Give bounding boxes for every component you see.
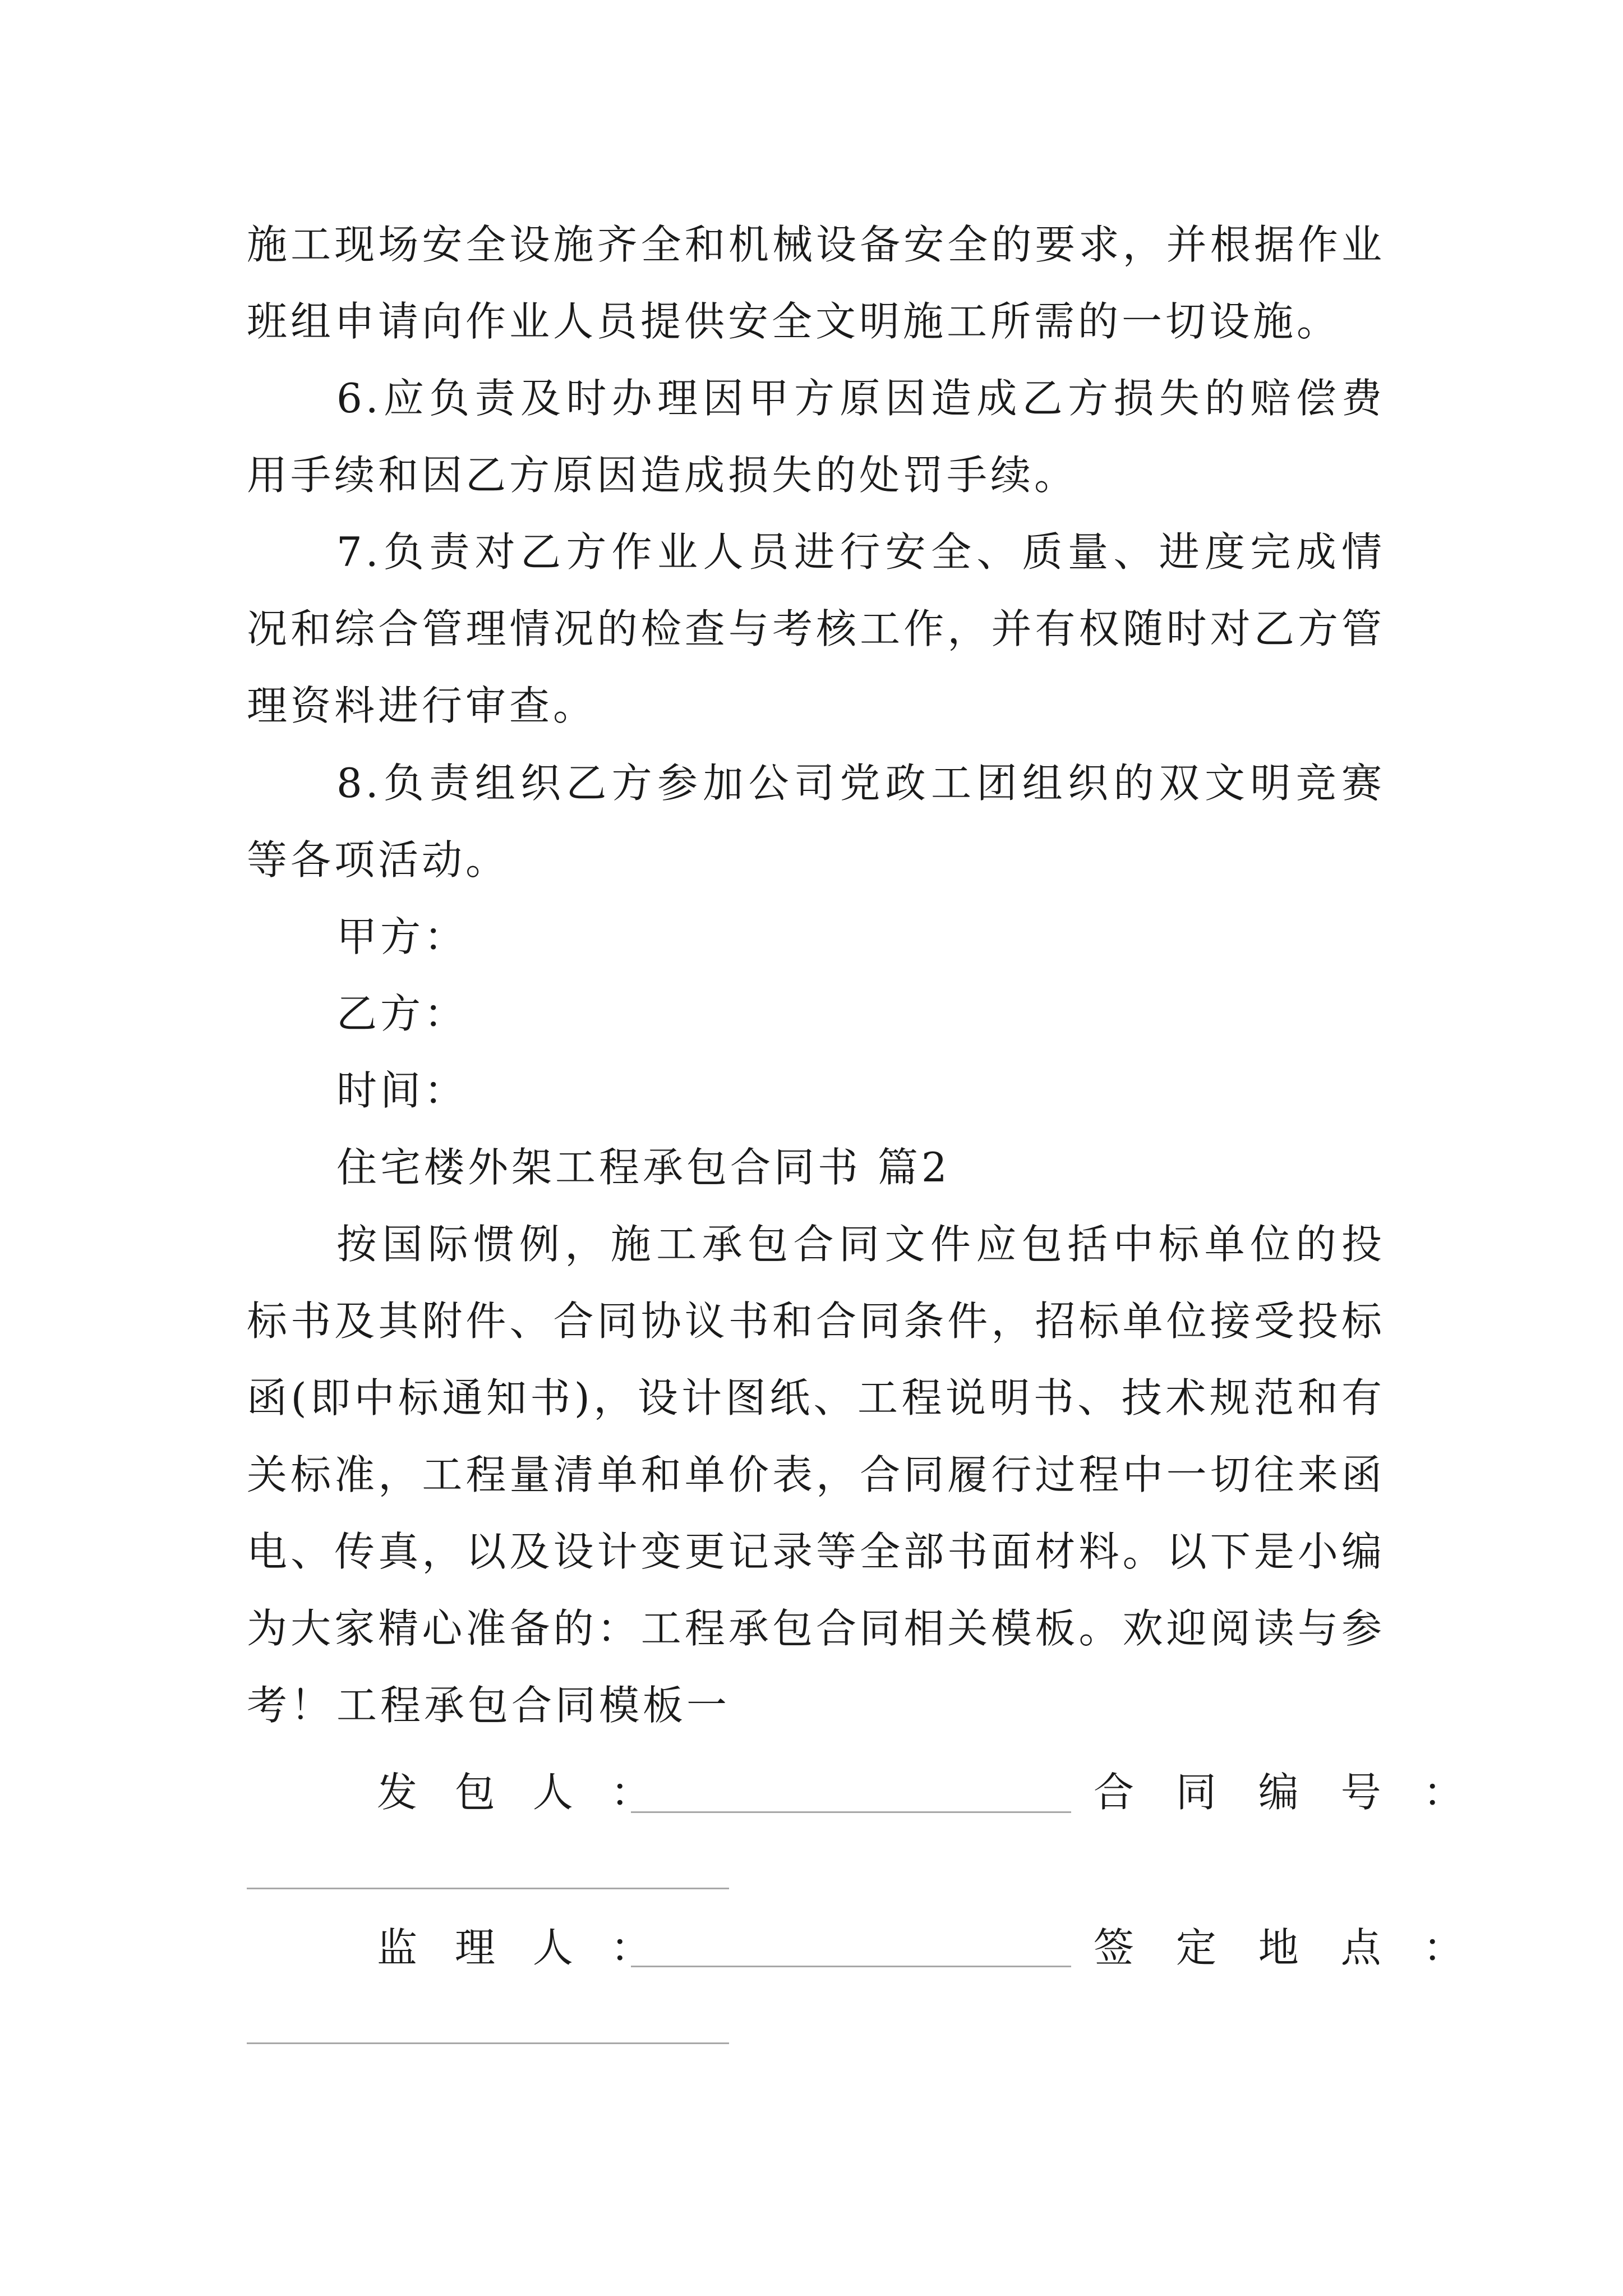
sign-place-label: 签 定 地 点 ： bbox=[1094, 1924, 1478, 1971]
paragraph-item-7: 7.负责对乙方作业人员进行安全、质量、进度完成情况和综合管理情况的检查与考核工作，并有权随时对乙方管理资料进行审查。 bbox=[247, 528, 1385, 729]
date-label: 时间： bbox=[336, 1067, 468, 1114]
issuer-field-line[interactable] bbox=[631, 1811, 1071, 1813]
contract-no-field-line[interactable] bbox=[247, 1888, 729, 1889]
supervisor-label: 监 理 人 ： bbox=[377, 1924, 663, 1971]
party-b-label: 乙方： bbox=[336, 990, 468, 1037]
paragraph-item-8: 8.负责组织乙方参加公司党政工团组织的双文明竞赛等各项活动。 bbox=[247, 760, 1385, 884]
section-heading: 住宅楼外架工程承包合同书 篇2 bbox=[336, 1144, 951, 1191]
supervisor-field-line[interactable] bbox=[631, 1966, 1071, 1967]
template-title: 工程承包合同模板一 bbox=[336, 1682, 731, 1729]
contract-no-label: 合 同 编 号 ： bbox=[1094, 1769, 1478, 1816]
party-a-label: 甲方： bbox=[336, 913, 468, 960]
issuer-label: 发 包 人 ： bbox=[377, 1769, 663, 1816]
paragraph-safety-facilities: 施工现场安全设施齐全和机械设备安全的要求，并根据作业班组申请向作业人员提供安全文明施工所需的一切设施。 bbox=[247, 221, 1385, 345]
paragraph-intro: 按国际惯例，施工承包合同文件应包括中标单位的投标书及其附件、合同协议书和合同条件，招标单位接受投标函(即中标通知书)，设计图纸、工程说明书、技术规范和有关标准，工程量清单和单价表，合同履行过程中一切往来函电、传真，以及设计变更记录等全部书面材料。以下是小编为大家精心准备的：工程承包合同相关模板。欢迎阅读与参考！ bbox=[247, 1221, 1385, 1729]
paragraph-item-6: 6.应负责及时办理因甲方原因造成乙方损失的赔偿费用手续和因乙方原因造成损失的处罚手续。 bbox=[247, 375, 1385, 499]
sign-place-field-line[interactable] bbox=[247, 2042, 729, 2044]
